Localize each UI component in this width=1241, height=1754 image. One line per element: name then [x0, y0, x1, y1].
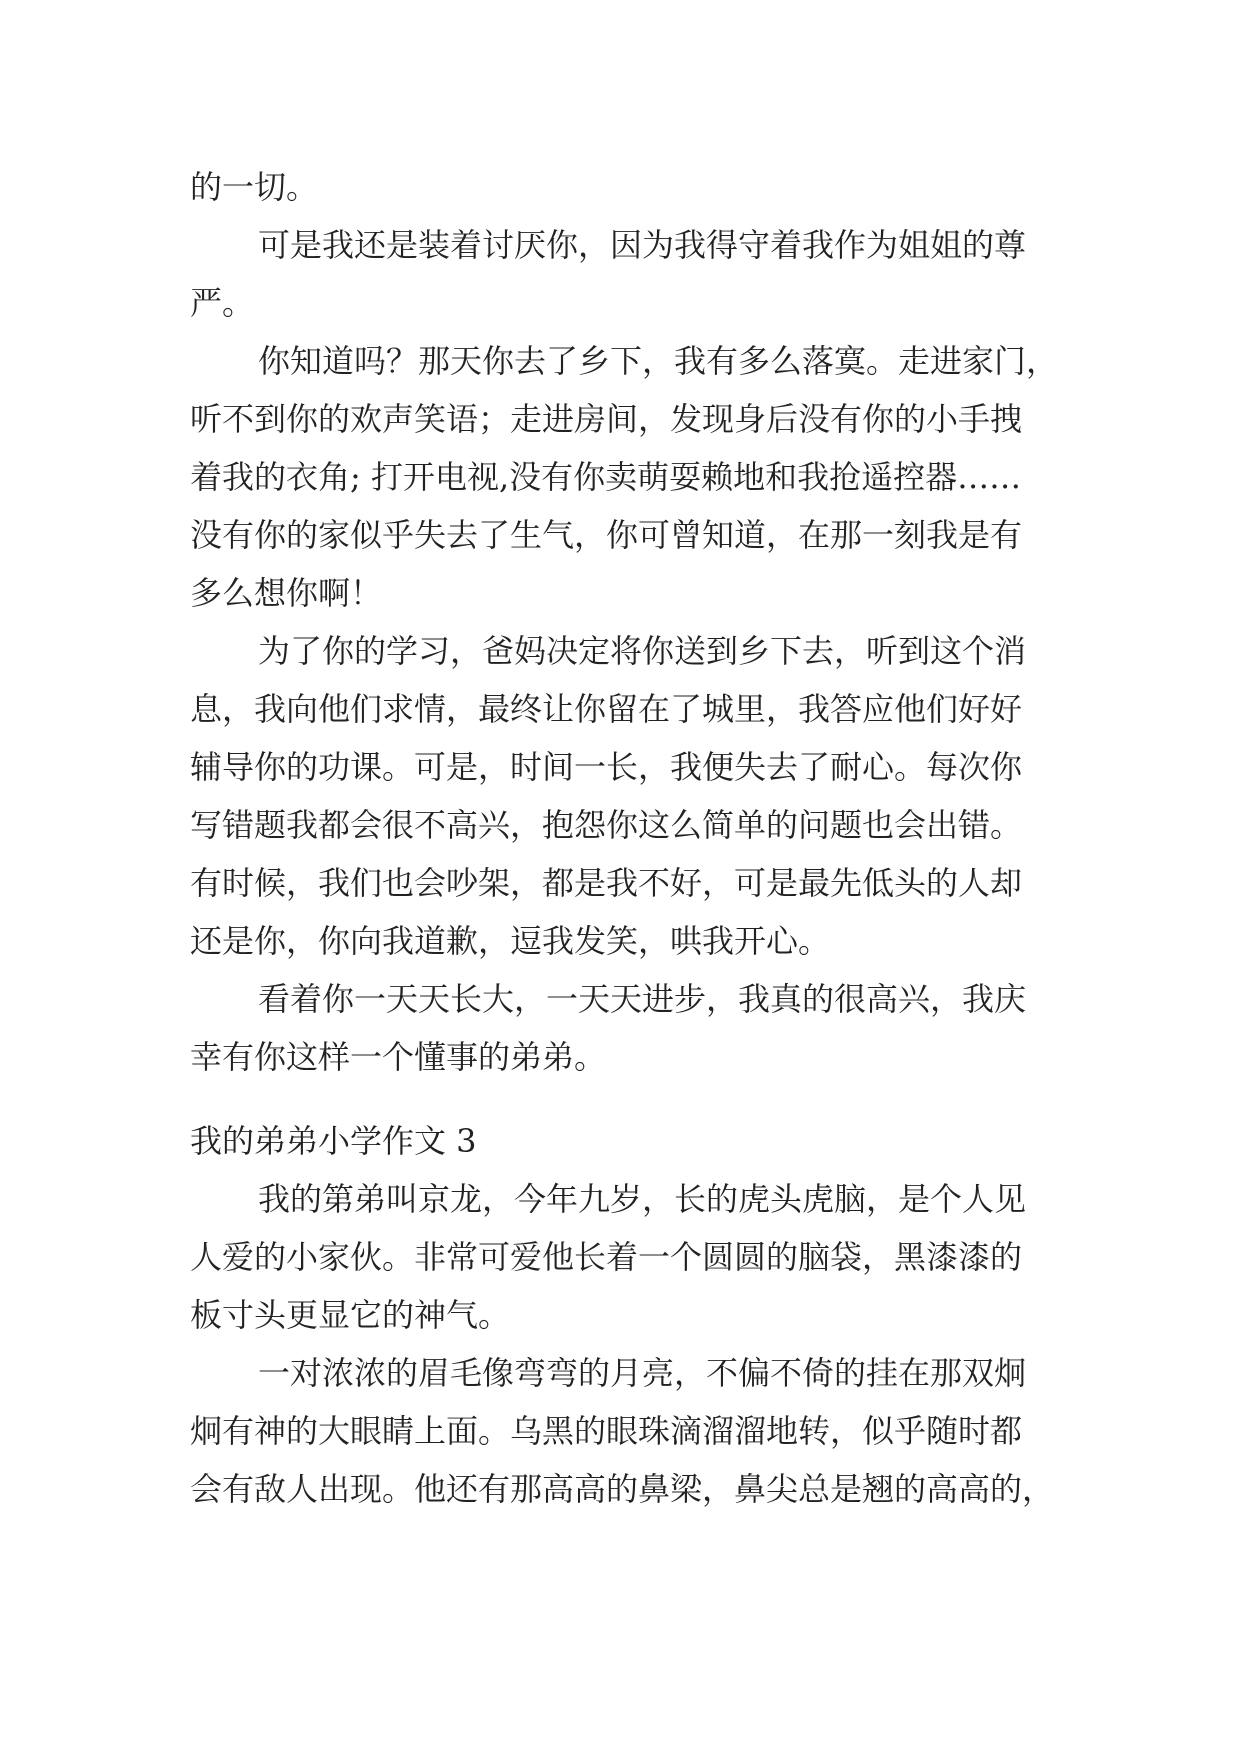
- text-line: 板寸头更显它的神气。: [190, 1296, 511, 1334]
- text-line: 我的第弟叫京龙，今年九岁，长的虎头虎脑，是个人见: [258, 1180, 1027, 1218]
- section-title: 我的弟弟小学作文 3: [190, 1122, 477, 1160]
- text-line: 着我的衣角; 打开电视,没有你卖萌耍赖地和我抢遥控器……: [190, 458, 1022, 496]
- essay-body-bottom: [190, 1112, 1060, 1518]
- text-line: 严。: [190, 284, 255, 322]
- text-line: 会有敌人出现。他还有那高高的鼻梁，鼻尖总是翘的高高的，: [190, 1470, 1055, 1508]
- text-line: 听不到你的欢声笑语；走进房间，发现身后没有你的小手拽: [190, 400, 1023, 438]
- text-line: 可是我还是装着讨厌你，因为我得守着我作为姐姐的尊: [258, 226, 1027, 264]
- text-line: 辅导你的功课。可是，时间一长，我便失去了耐心。每次你: [190, 748, 1023, 786]
- text-line: 息，我向他们求情，最终让你留在了城里，我答应他们好好: [190, 690, 1023, 728]
- text-line: 还是你，你向我道歉，逗我发笑，哄我开心。: [190, 922, 831, 960]
- text-line: 为了你的学习，爸妈决定将你送到乡下去，听到这个消: [258, 632, 1027, 670]
- text-line: 一对浓浓的眉毛像弯弯的月亮，不偏不倚的挂在那双炯: [258, 1354, 1027, 1392]
- text-line: 有时候，我们也会吵架，都是我不好，可是最先低头的人却: [190, 864, 1023, 902]
- text-line: 看着你一天天长大，一天天进步，我真的很高兴，我庆: [258, 980, 1027, 1018]
- text-line: 你知道吗？那天你去了乡下，我有多么落寞。走进家门，: [258, 342, 1059, 380]
- text-line: 没有你的家似乎失去了生气，你可曾知道，在那一刻我是有: [190, 516, 1023, 554]
- text-line: 人爱的小家伙。非常可爱他长着一个圆圆的脑袋，黑漆漆的: [190, 1238, 1023, 1276]
- text-line: 的一切。: [190, 168, 319, 206]
- text-line: 炯有神的大眼睛上面。乌黑的眼珠滴溜溜地转，似乎随时都: [190, 1412, 1023, 1450]
- text-line: 幸有你这样一个懂事的弟弟。: [190, 1038, 607, 1076]
- text-line: 写错题我都会很不高兴，抱怨你这么简单的问题也会出错。: [190, 806, 1023, 844]
- text-line: 多么想你啊！: [190, 574, 383, 612]
- essay-body-top: [190, 158, 1060, 1086]
